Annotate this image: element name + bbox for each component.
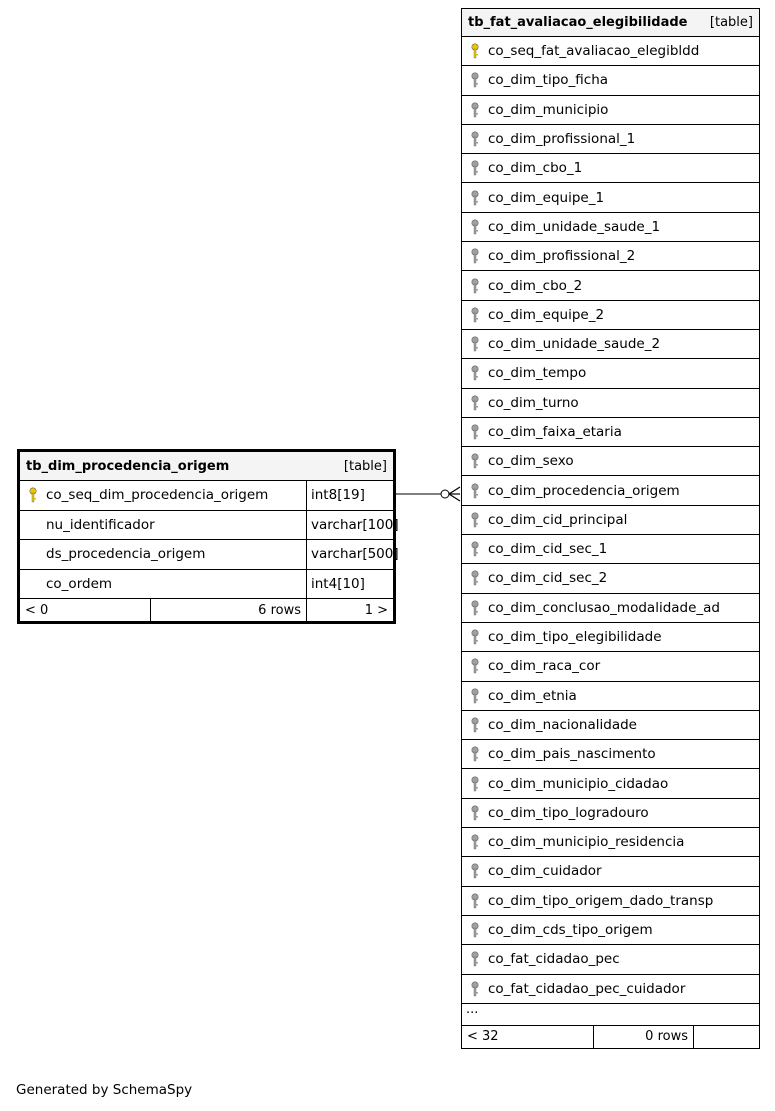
column-name-cell (462, 389, 759, 417)
foreign-key-icon (468, 629, 482, 645)
column-name-cell (462, 594, 759, 622)
column-name-cell (462, 799, 759, 827)
column-name-cell (462, 975, 759, 1003)
table-header (20, 452, 393, 481)
column-name: co_dim_tipo_ficha (488, 72, 609, 89)
column-row[interactable] (462, 506, 759, 535)
table-name: tb_fat_avaliacao_elegibilidade (468, 15, 688, 30)
column-name: co_dim_cbo_2 (488, 277, 583, 294)
parents-count: < 0 (20, 599, 151, 621)
column-name-cell (462, 183, 759, 211)
crowfoot-lower (449, 494, 460, 501)
table-name: tb_dim_procedencia_origem (26, 458, 230, 474)
foreign-key-icon (468, 600, 482, 616)
column-type: varchar[500] (306, 540, 393, 569)
foreign-key-icon (468, 131, 482, 147)
foreign-key-icon (468, 951, 482, 967)
column-row[interactable] (462, 96, 759, 125)
foreign-key-icon (468, 541, 482, 557)
column-name: nu_identificador (46, 516, 155, 533)
column-row[interactable] (462, 359, 759, 388)
column-name: co_dim_nacionalidade (488, 716, 637, 733)
column-row[interactable] (462, 447, 759, 476)
foreign-key-icon (468, 512, 482, 528)
column-name: co_dim_cds_tipo_origem (488, 922, 653, 939)
foreign-key-icon (468, 336, 482, 352)
column-row[interactable] (462, 37, 759, 66)
foreign-key-icon (468, 658, 482, 674)
table-tb-fat-avaliacao-elegibilidade[interactable] (461, 8, 760, 1049)
foreign-key-icon (468, 570, 482, 586)
generated-by-credit: Generated by SchemaSpy (16, 1082, 193, 1098)
column-name-cell (20, 570, 306, 599)
table-header (462, 9, 759, 37)
column-row[interactable] (462, 740, 759, 769)
column-name: co_dim_equipe_1 (488, 189, 605, 206)
column-name-cell (462, 828, 759, 856)
column-name: co_dim_tipo_logradouro (488, 804, 649, 821)
column-name: co_seq_fat_avaliacao_elegibldd (488, 43, 700, 60)
foreign-key-icon (468, 307, 482, 323)
foreign-key-icon (468, 248, 482, 264)
column-row[interactable] (20, 540, 399, 570)
column-name-cell (462, 96, 759, 124)
parents-count: < 32 (462, 1026, 594, 1048)
column-row[interactable] (462, 242, 759, 271)
children-count: 1 > (306, 599, 393, 621)
column-name: co_dim_tempo (488, 365, 587, 382)
foreign-key-icon (468, 746, 482, 762)
column-row[interactable] (462, 330, 759, 359)
column-name-cell (462, 330, 759, 358)
column-name: co_seq_dim_procedencia_origem (46, 487, 269, 504)
column-row[interactable] (462, 623, 759, 652)
column-name: co_dim_procedencia_origem (488, 482, 680, 499)
column-name-cell (462, 711, 759, 739)
column-name: co_dim_profissional_2 (488, 248, 636, 265)
foreign-key-icon (468, 834, 482, 850)
column-name: co_dim_municipio_residencia (488, 834, 685, 851)
column-name: co_dim_cid_principal (488, 511, 628, 528)
column-row[interactable] (462, 711, 759, 740)
primary-key-icon (468, 43, 482, 59)
column-row[interactable] (462, 594, 759, 623)
column-name: co_dim_unidade_saude_2 (488, 336, 661, 353)
column-row[interactable] (462, 945, 759, 974)
column-name: co_fat_cidadao_pec (488, 951, 620, 968)
foreign-key-icon (468, 922, 482, 938)
column-name: co_dim_tipo_origem_dado_transp (488, 892, 714, 909)
foreign-key-icon (468, 453, 482, 469)
column-row[interactable] (20, 570, 393, 600)
column-name-cell (20, 511, 306, 540)
column-row[interactable] (462, 916, 759, 945)
column-name-cell (462, 535, 759, 563)
foreign-key-icon (468, 893, 482, 909)
foreign-key-icon (468, 981, 482, 997)
column-name: co_dim_tipo_elegibilidade (488, 629, 662, 646)
foreign-key-icon (468, 190, 482, 206)
column-name-cell (462, 652, 759, 680)
column-row[interactable] (462, 828, 759, 857)
column-name-cell (462, 945, 759, 973)
column-name-cell (462, 154, 759, 182)
foreign-key-icon (468, 688, 482, 704)
column-name-cell (462, 740, 759, 768)
column-name: co_ordem (46, 575, 113, 592)
zero-cardinality-circle (441, 490, 449, 498)
column-row[interactable] (20, 481, 393, 511)
column-name-cell (462, 506, 759, 534)
column-name-cell (462, 857, 759, 885)
column-name-cell (462, 271, 759, 299)
column-name-cell (462, 37, 759, 65)
column-name-cell (462, 242, 759, 270)
column-name: co_dim_faixa_etaria (488, 424, 622, 440)
foreign-key-icon (468, 395, 482, 411)
column-name: co_dim_cid_sec_1 (488, 541, 608, 558)
foreign-key-icon (468, 365, 482, 381)
column-row[interactable] (462, 564, 759, 593)
column-name-cell (462, 447, 759, 475)
column-name: co_dim_equipe_2 (488, 306, 605, 323)
column-name-cell (462, 682, 759, 710)
column-row[interactable] (462, 476, 759, 505)
column-name-cell (462, 476, 759, 504)
column-row[interactable] (20, 511, 399, 541)
column-name-cell (462, 564, 759, 592)
primary-key-icon (26, 487, 40, 503)
column-name: co_fat_cidadao_pec_cuidador (488, 980, 686, 997)
column-row[interactable] (462, 975, 759, 1004)
column-name: co_dim_unidade_saude_1 (488, 218, 661, 235)
column-list (20, 481, 399, 599)
foreign-key-icon (468, 863, 482, 879)
column-row[interactable] (462, 271, 759, 300)
column-row[interactable] (462, 682, 759, 711)
column-name-cell (462, 66, 759, 94)
column-name: co_dim_cid_sec_2 (488, 570, 608, 587)
column-name: co_dim_sexo (488, 453, 574, 470)
more-columns-ellipsis: ... (462, 1004, 759, 1026)
column-name: co_dim_cuidador (488, 863, 602, 880)
foreign-key-icon (468, 717, 482, 733)
foreign-key-icon (468, 805, 482, 821)
column-name-cell (462, 359, 759, 387)
column-name: co_dim_municipio_cidadao (488, 775, 669, 792)
foreign-key-icon (468, 160, 482, 176)
foreign-key-icon (468, 776, 482, 792)
rows-count: 6 rows (258, 602, 301, 618)
column-row[interactable] (462, 887, 759, 916)
foreign-key-icon (468, 72, 482, 88)
table-tb-dim-procedencia-origem[interactable] (17, 449, 399, 624)
table-kind: [table] (343, 458, 387, 474)
column-type: int4[10] (306, 570, 393, 599)
column-name: ds_procedencia_origem (46, 546, 206, 563)
column-row[interactable] (462, 183, 759, 212)
column-name-cell (20, 540, 306, 569)
column-row[interactable] (462, 125, 759, 154)
column-name-cell (462, 887, 759, 915)
foreign-key-icon (468, 219, 482, 235)
column-type: varchar[100] (306, 511, 393, 540)
column-row[interactable] (462, 301, 759, 330)
column-row[interactable] (462, 418, 759, 447)
table-footer (462, 1026, 759, 1048)
column-name: co_dim_conclusao_modalidade_ad (488, 599, 720, 616)
foreign-key-icon (468, 102, 482, 118)
column-row[interactable] (462, 213, 759, 242)
column-type: int8[19] (306, 481, 393, 510)
table-footer (20, 599, 393, 621)
rows-count: 0 rows (645, 1029, 688, 1045)
column-row[interactable] (462, 652, 759, 681)
column-list (462, 37, 759, 1004)
column-row[interactable] (462, 535, 759, 564)
column-row[interactable] (462, 769, 759, 798)
column-row[interactable] (462, 857, 759, 886)
column-name: co_dim_profissional_1 (488, 131, 636, 148)
column-name-cell (462, 623, 759, 651)
column-name: co_dim_etnia (488, 687, 577, 704)
column-name: co_dim_raca_cor (488, 658, 601, 675)
column-row[interactable] (462, 799, 759, 828)
column-name-cell (462, 301, 759, 329)
column-name: co_dim_pais_nascimento (488, 746, 656, 763)
foreign-key-icon (468, 278, 482, 294)
foreign-key-icon (468, 483, 482, 499)
column-name: co_dim_municipio (488, 101, 609, 118)
column-row[interactable] (462, 154, 759, 183)
children-count (693, 1026, 759, 1048)
column-name-cell (462, 125, 759, 153)
table-kind: [table] (709, 15, 753, 30)
column-name-cell (462, 769, 759, 797)
column-name: co_dim_cbo_1 (488, 160, 583, 177)
foreign-key-icon (468, 424, 482, 440)
column-row[interactable] (462, 389, 759, 418)
column-name-cell (462, 418, 759, 446)
column-row[interactable] (462, 66, 759, 95)
crowfoot-upper (449, 487, 460, 494)
column-name-cell (462, 916, 759, 944)
column-name: co_dim_turno (488, 394, 579, 411)
column-name-cell (462, 213, 759, 241)
column-name-cell (20, 481, 306, 510)
